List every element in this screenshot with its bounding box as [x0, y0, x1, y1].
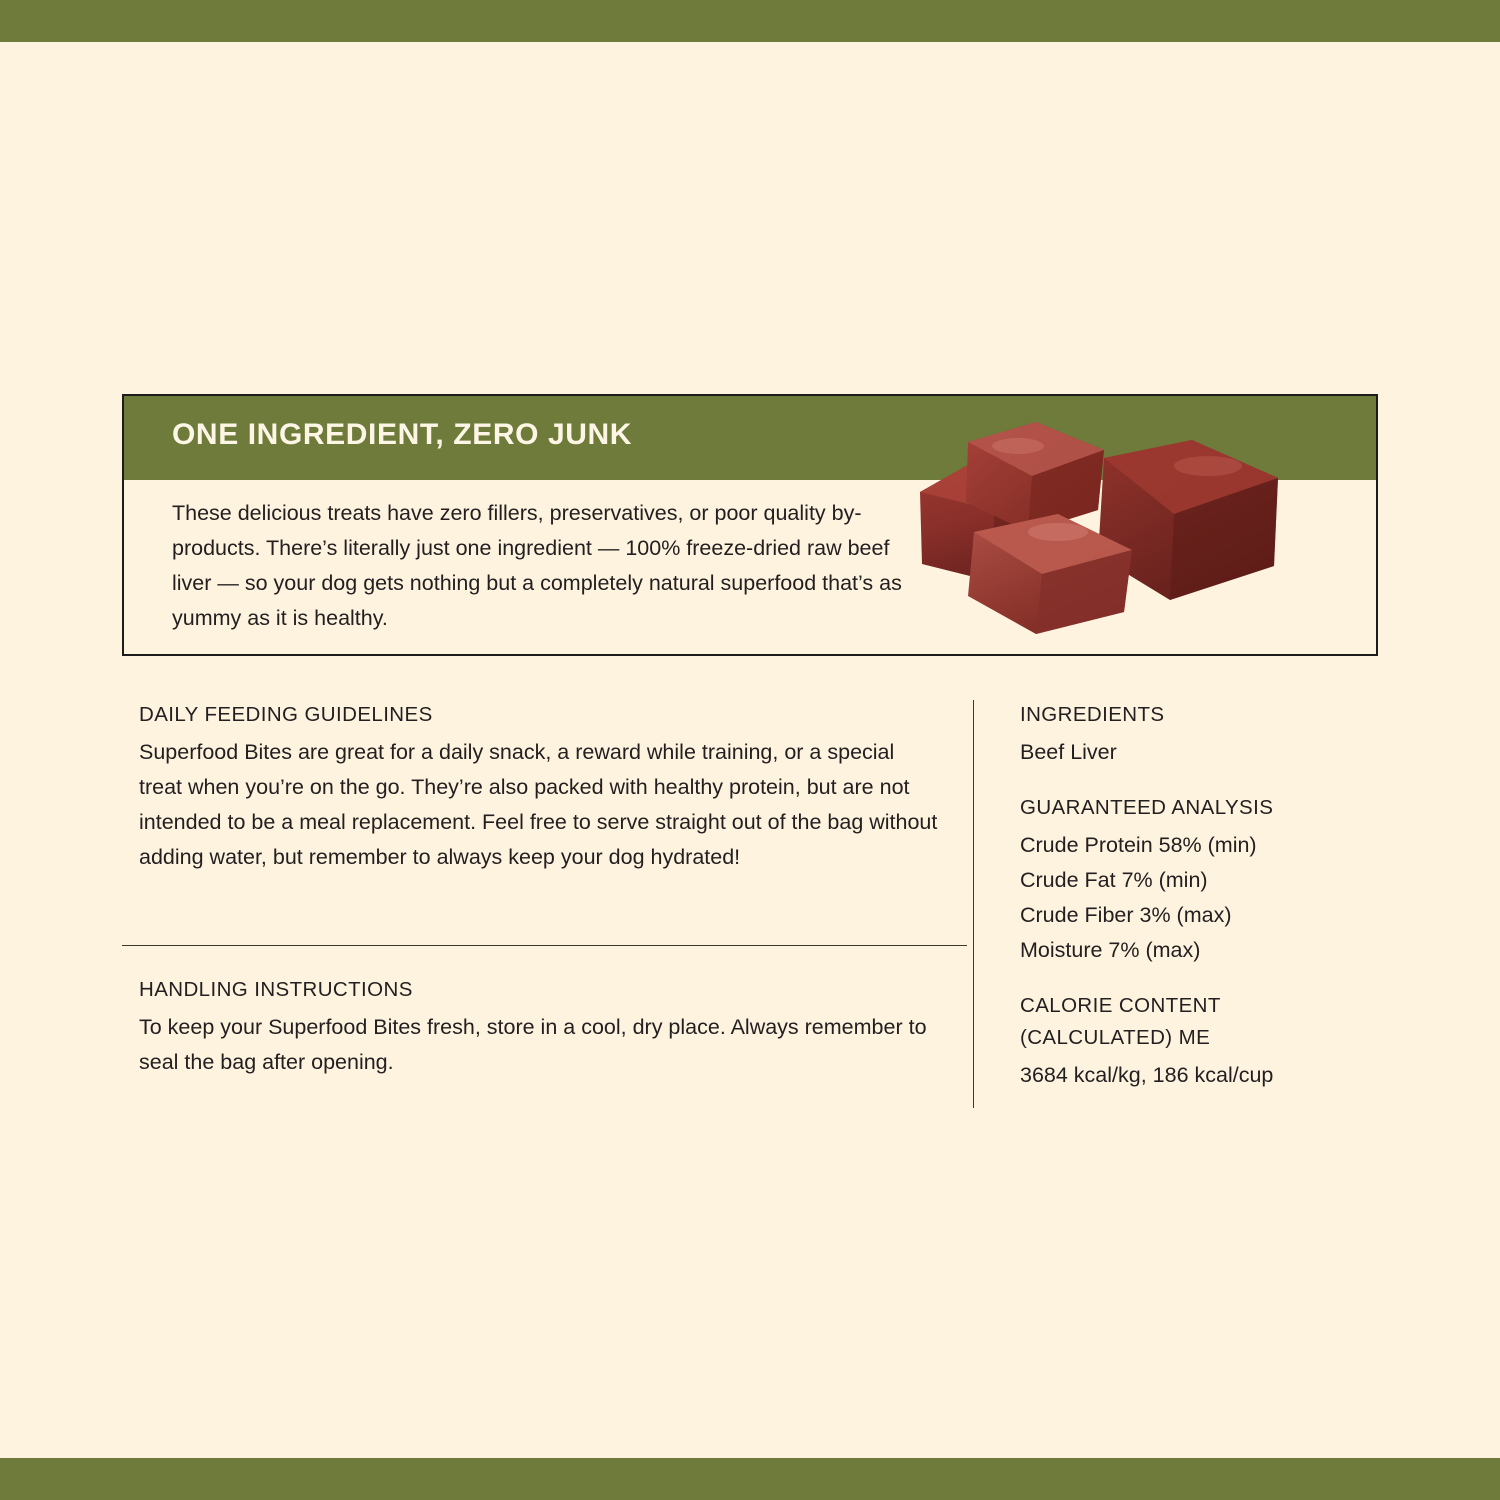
- nutrition-panel: [1020, 703, 1420, 1119]
- ingredients-heading: INGREDIENTS: [1020, 703, 1165, 726]
- guaranteed-analysis-heading: GUARANTEED ANALYSIS: [1020, 796, 1274, 819]
- beef-liver-treats-image: [908, 414, 1298, 646]
- calorie-content-heading-line1: CALORIE CONTENT: [1020, 994, 1221, 1017]
- daily-feeding-heading: DAILY FEEDING GUIDELINES: [139, 703, 433, 726]
- hero-body: [172, 496, 902, 636]
- daily-feeding-body: Superfood Bites are great for a daily snack, a reward while training, or a special treat when you’re on the go. They’re also packed with healthy protein, but are not intended to be a meal replacement. Feel free to serve straight out of the bag without adding water, but remember to always keep your dog hydrated!: [139, 740, 938, 869]
- vertical-divider: [973, 700, 974, 1108]
- bottom-color-band: [0, 1458, 1500, 1500]
- daily-feeding-section: [139, 703, 939, 875]
- handling-instructions-body: To keep your Superfood Bites fresh, store in a cool, dry place. Always remember to seal the bag after opening.: [139, 1015, 927, 1074]
- hero-paragraph: These delicious treats have zero fillers, preservatives, or poor quality by-products. There’s literally just one ingredient — 100% freeze-dried raw beef liver — so your dog gets nothing but a completely natural superfood that’s as yummy as it is healthy.: [172, 501, 902, 630]
- guaranteed-analysis-section: [1020, 796, 1420, 968]
- top-color-band: [0, 0, 1500, 42]
- handling-instructions-heading: HANDLING INSTRUCTIONS: [139, 978, 413, 1001]
- analysis-row: Moisture 7% (max): [1020, 938, 1201, 962]
- analysis-row: Crude Fat 7% (min): [1020, 868, 1208, 892]
- horizontal-divider: [122, 945, 967, 946]
- calorie-content-section: [1020, 994, 1420, 1093]
- calorie-content-heading-line2: (CALCULATED) ME: [1020, 1026, 1211, 1049]
- handling-instructions-section: [139, 978, 939, 1080]
- analysis-row: Crude Fiber 3% (max): [1020, 903, 1232, 927]
- ingredients-value: Beef Liver: [1020, 740, 1117, 764]
- ingredients-section: [1020, 703, 1420, 770]
- hero-title: ONE INGREDIENT, ZERO JUNK: [172, 418, 633, 451]
- hero-callout: [122, 394, 1378, 656]
- calorie-content-value: 3684 kcal/kg, 186 kcal/cup: [1020, 1063, 1274, 1087]
- analysis-row: Crude Protein 58% (min): [1020, 833, 1257, 857]
